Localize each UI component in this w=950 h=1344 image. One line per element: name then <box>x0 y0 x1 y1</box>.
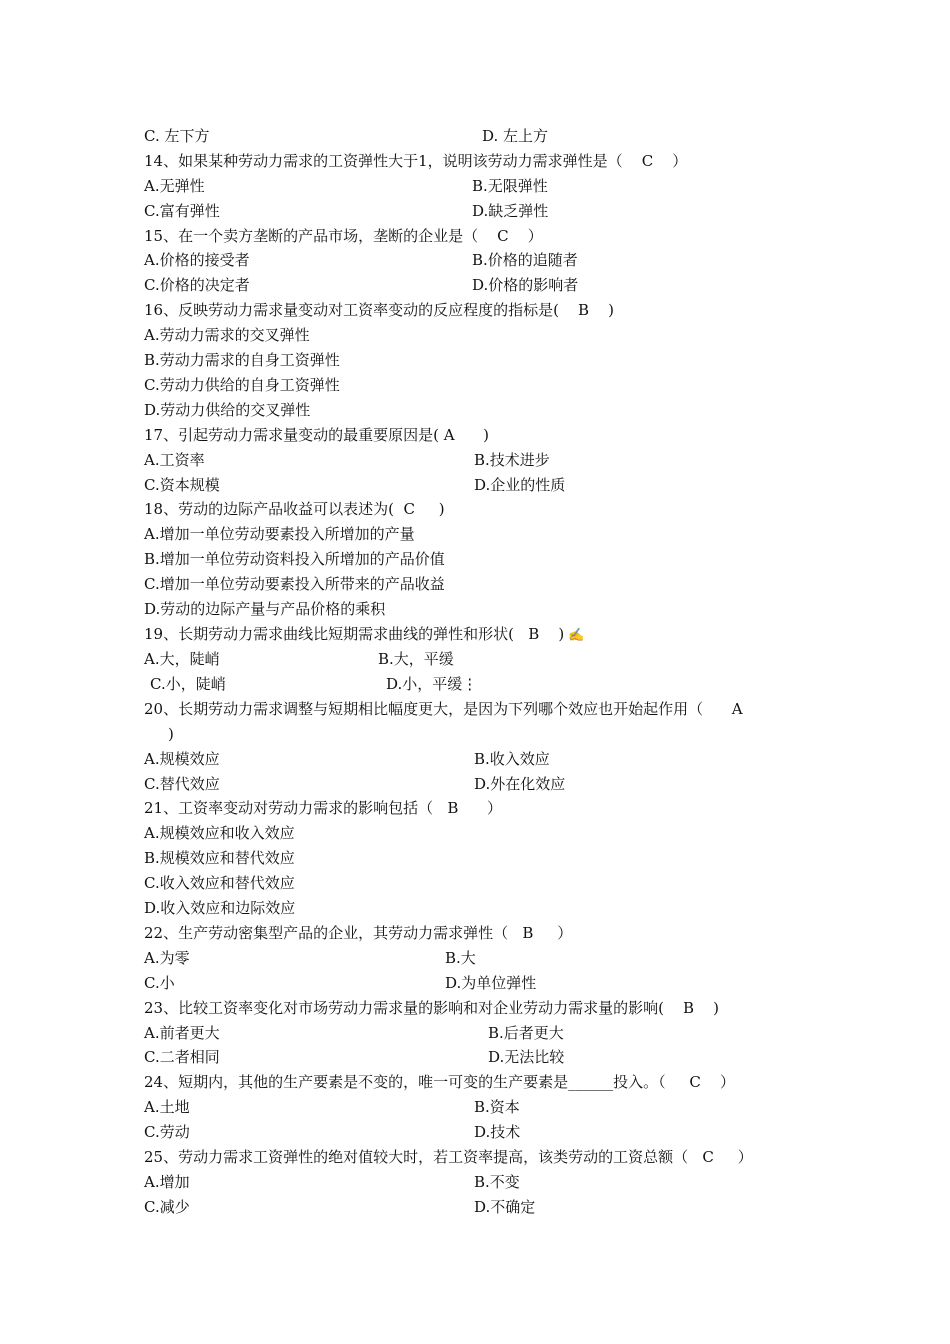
option-b: B.大，平缓 <box>378 650 454 668</box>
option-d: D.技术 <box>474 1123 521 1141</box>
option-b: B.劳动力需求的自身工资弹性 <box>144 351 340 369</box>
option-a: A.增加一单位劳动要素投入所增加的产量 <box>144 525 415 543</box>
question-24-stem: 24、短期内，其他的生产要素是不变的，唯一可变的生产要素是______投入。（ C ） <box>144 1073 735 1091</box>
option-a: A.大，陡峭 <box>144 650 220 668</box>
option-c: C.减少 <box>144 1198 190 1216</box>
question-20-stem-continued: ) <box>168 725 174 743</box>
question-18-stem: 18、劳动的边际产品收益可以表述为( C ) <box>144 500 445 518</box>
option-d: D.价格的影响者 <box>472 276 579 294</box>
option-a: A.劳动力需求的交叉弹性 <box>144 326 310 344</box>
option-d: D.企业的性质 <box>474 476 566 494</box>
option-d: D.无法比较 <box>488 1048 565 1066</box>
question-20-stem: 20、长期劳动力需求调整与短期相比幅度更大，是因为下列哪个效应也开始起作用（ A <box>144 700 743 718</box>
option-c: C.增加一单位劳动要素投入所带来的产品收益 <box>144 575 445 593</box>
option-c: C.资本规模 <box>144 476 220 494</box>
option-d: D.外在化效应 <box>474 775 566 793</box>
option-a: A.规模效应和收入效应 <box>144 824 295 842</box>
option-c: C.收入效应和替代效应 <box>144 874 295 892</box>
option-d: D.劳动的边际产量与产品价格的乘积 <box>144 600 386 618</box>
option-c: C.富有弹性 <box>144 202 220 220</box>
question-25-stem: 25、劳动力需求工资弹性的绝对值较大时，若工资率提高，该类劳动的工资总额（ C ） <box>144 1148 753 1166</box>
handwriting-mark-icon: ✍ <box>568 628 585 643</box>
option-b: B.价格的追随者 <box>472 251 578 269</box>
option-b: B.增加一单位劳动资料投入所增加的产品价值 <box>144 550 445 568</box>
option-c: C. 左下方 <box>144 127 210 145</box>
option-d: D.为单位弹性 <box>445 974 537 992</box>
option-c: C.劳动力供给的自身工资弹性 <box>144 376 340 394</box>
option-c: C.小 <box>144 974 175 992</box>
option-d: D.收入效应和边际效应 <box>144 899 296 917</box>
option-b: B.规模效应和替代效应 <box>144 849 295 867</box>
option-c: C.二者相同 <box>144 1048 220 1066</box>
question-17-stem: 17、引起劳动力需求量变动的最重要原因是( A ) <box>144 426 490 444</box>
option-d: D.劳动力供给的交叉弹性 <box>144 401 311 419</box>
option-a: A.工资率 <box>144 451 205 469</box>
option-b: B.后者更大 <box>488 1024 564 1042</box>
question-16-stem: 16、反映劳动力需求量变动对工资率变动的反应程度的指标是( B ) <box>144 301 614 319</box>
option-c: C.价格的决定者 <box>144 276 250 294</box>
option-b: B.不变 <box>474 1173 520 1191</box>
question-23-stem: 23、比较工资率变化对市场劳动力需求量的影响和对企业劳动力需求量的影响( B ) <box>144 999 719 1017</box>
question-14-stem: 14、如果某种劳动力需求的工资弹性大于1，说明该劳动力需求弹性是（ C ） <box>144 152 688 170</box>
option-b: B.大 <box>445 949 476 967</box>
option-a: A.前者更大 <box>144 1024 220 1042</box>
question-19-stem <box>144 624 584 644</box>
option-b: B.资本 <box>474 1098 520 1116</box>
question-15-stem: 15、在一个卖方垄断的产品市场，垄断的企业是（ C ） <box>144 227 543 245</box>
question-19-text: 19、长期劳动力需求曲线比短期需求曲线的弹性和形状( B ) <box>144 625 565 643</box>
option-c: C.小，陡峭 <box>150 675 226 693</box>
option-c: C.替代效应 <box>144 775 220 793</box>
option-a: A.增加 <box>144 1173 190 1191</box>
option-d: D.不确定 <box>474 1198 536 1216</box>
option-a: A.规模效应 <box>144 750 220 768</box>
option-b: B.无限弹性 <box>472 177 548 195</box>
option-d: D.缺乏弹性 <box>472 202 549 220</box>
option-a: A.土地 <box>144 1098 190 1116</box>
option-a: A.无弹性 <box>144 177 205 195</box>
option-c: C.劳动 <box>144 1123 190 1141</box>
question-21-stem: 21、工资率变动对劳动力需求的影响包括（ B ） <box>144 799 503 817</box>
option-a: A.为零 <box>144 949 190 967</box>
option-d: D. 左上方 <box>482 127 549 145</box>
option-a: A.价格的接受者 <box>144 251 250 269</box>
option-b: B.技术进步 <box>474 451 550 469</box>
option-b: B.收入效应 <box>474 750 550 768</box>
option-d: D.小，平缓⋮ <box>386 675 478 693</box>
question-22-stem: 22、生产劳动密集型产品的企业，其劳动力需求弹性（ B ） <box>144 924 573 942</box>
